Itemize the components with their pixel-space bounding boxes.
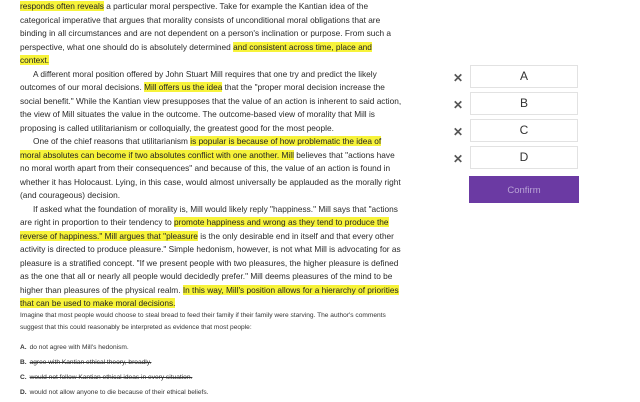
answer-letter: A. (20, 344, 27, 351)
answer-text: would not allow anyone to die because of their ethical beliefs. (29, 389, 209, 396)
answer-text: agree with Kantian ethical theory, broadly. (29, 359, 152, 366)
option-button-b[interactable]: B (470, 92, 578, 115)
answer-choice-c[interactable] (20, 372, 402, 384)
passage-paragraph-1 (20, 0, 402, 68)
option-button-a[interactable]: A (470, 65, 578, 88)
close-icon[interactable]: ✕ (452, 125, 464, 139)
highlighted-text: Mill offers us the idea (144, 82, 223, 92)
option-row-b (448, 92, 580, 119)
option-row-d (448, 146, 580, 173)
option-row-a (448, 65, 580, 92)
answer-letter: B. (20, 359, 27, 366)
close-icon[interactable]: ✕ (452, 152, 464, 166)
passage-text: a particular moral perspective. Take for example the Kantian idea of the categorical imperative that argues that morality consists of unconditional moral obligations that are binding in all circumstances and are not dependent on a person's inclination or purpose. From such a perspective, what one should do is absolutely determined (20, 1, 392, 52)
question-block (20, 310, 402, 402)
passage-text: is the only desirable end in itself and that every other activity is directed to produce pleasure." Simple hedonism, however, is not what Mill is advocating for as pleasure is a stratified concept. "If we present people with two pleasures, the higher pleasure is defined as the one that all or nearly all people would decidedly prefer." Mill deems pleasures of the mind to be higher than pleasures of the physical realm. (20, 230, 401, 295)
question-stem: Imagine that most people would choose to steal bread to feed their family if their family were starving. The author's comments suggest that this could reasonably be interpreted as evidence that most people: (20, 312, 386, 331)
highlighted-text: is popular is because of how problematic the idea of moral absolutes can become if two absolutes conflict with one another. Mill (20, 136, 382, 160)
close-icon[interactable]: ✕ (452, 71, 464, 85)
highlighted-text: In this way, Mill's position allows for a hierarchy of priorities that can be used to make moral decisions. (20, 284, 399, 308)
reading-passage (20, 0, 402, 311)
answer-choice-a[interactable] (20, 342, 402, 354)
option-button-d[interactable]: D (470, 146, 578, 169)
answer-choice-d[interactable] (20, 387, 402, 399)
option-panel (448, 65, 580, 173)
option-row-c (448, 119, 580, 146)
passage-text: If asked what the foundation of morality is, Mill would likely reply "happiness." Mill says that "actions are right in proportion to their tendency to (20, 203, 398, 227)
option-button-c[interactable]: C (470, 119, 578, 142)
confirm-button[interactable]: Confirm (469, 176, 579, 203)
answer-choice-b[interactable] (20, 357, 402, 369)
passage-text: A different moral position offered by John Stuart Mill requires that one try and predict the likely outcomes of our moral decisions. (20, 68, 377, 92)
highlighted-text: promote happiness and wrong as they tend to produce the reverse of happiness." Mill argues that "pleasure (20, 217, 389, 241)
passage-text: believes that "actions have no moral worth apart from their consequences" and because of this, the value of an action is found in whether it has Holocaust. Lying, in this case, would almost universally be applauded as the morally right (and courageous) decision. (20, 149, 401, 200)
passage-paragraph-2 (20, 68, 402, 136)
close-icon[interactable]: ✕ (452, 98, 464, 112)
passage-paragraph-3 (20, 135, 402, 203)
passage-text: that the "proper moral decision increase the social benefit." While the Kantian view presupposes that the value of an action is inherent to said action, the view of Mill situates the value in the outcome. The outcome-based view of morality that Mill is proposing is called utilitarianism or colloquially, the greatest good for the most people. (20, 82, 402, 133)
passage-text: One of the chief reasons that utilitarianism (33, 136, 191, 146)
answer-text: do not agree with Mill's hedonism. (29, 344, 129, 351)
answer-text: would not follow Kantian ethical ideas in every situation. (29, 374, 193, 381)
passage-paragraph-4 (20, 203, 402, 311)
answer-letter: C. (20, 374, 27, 381)
answer-list (20, 342, 402, 399)
highlighted-text: responds often reveals (20, 1, 104, 11)
highlighted-text: and consistent across time, place and context. (20, 41, 372, 65)
answer-letter: D. (20, 389, 27, 396)
